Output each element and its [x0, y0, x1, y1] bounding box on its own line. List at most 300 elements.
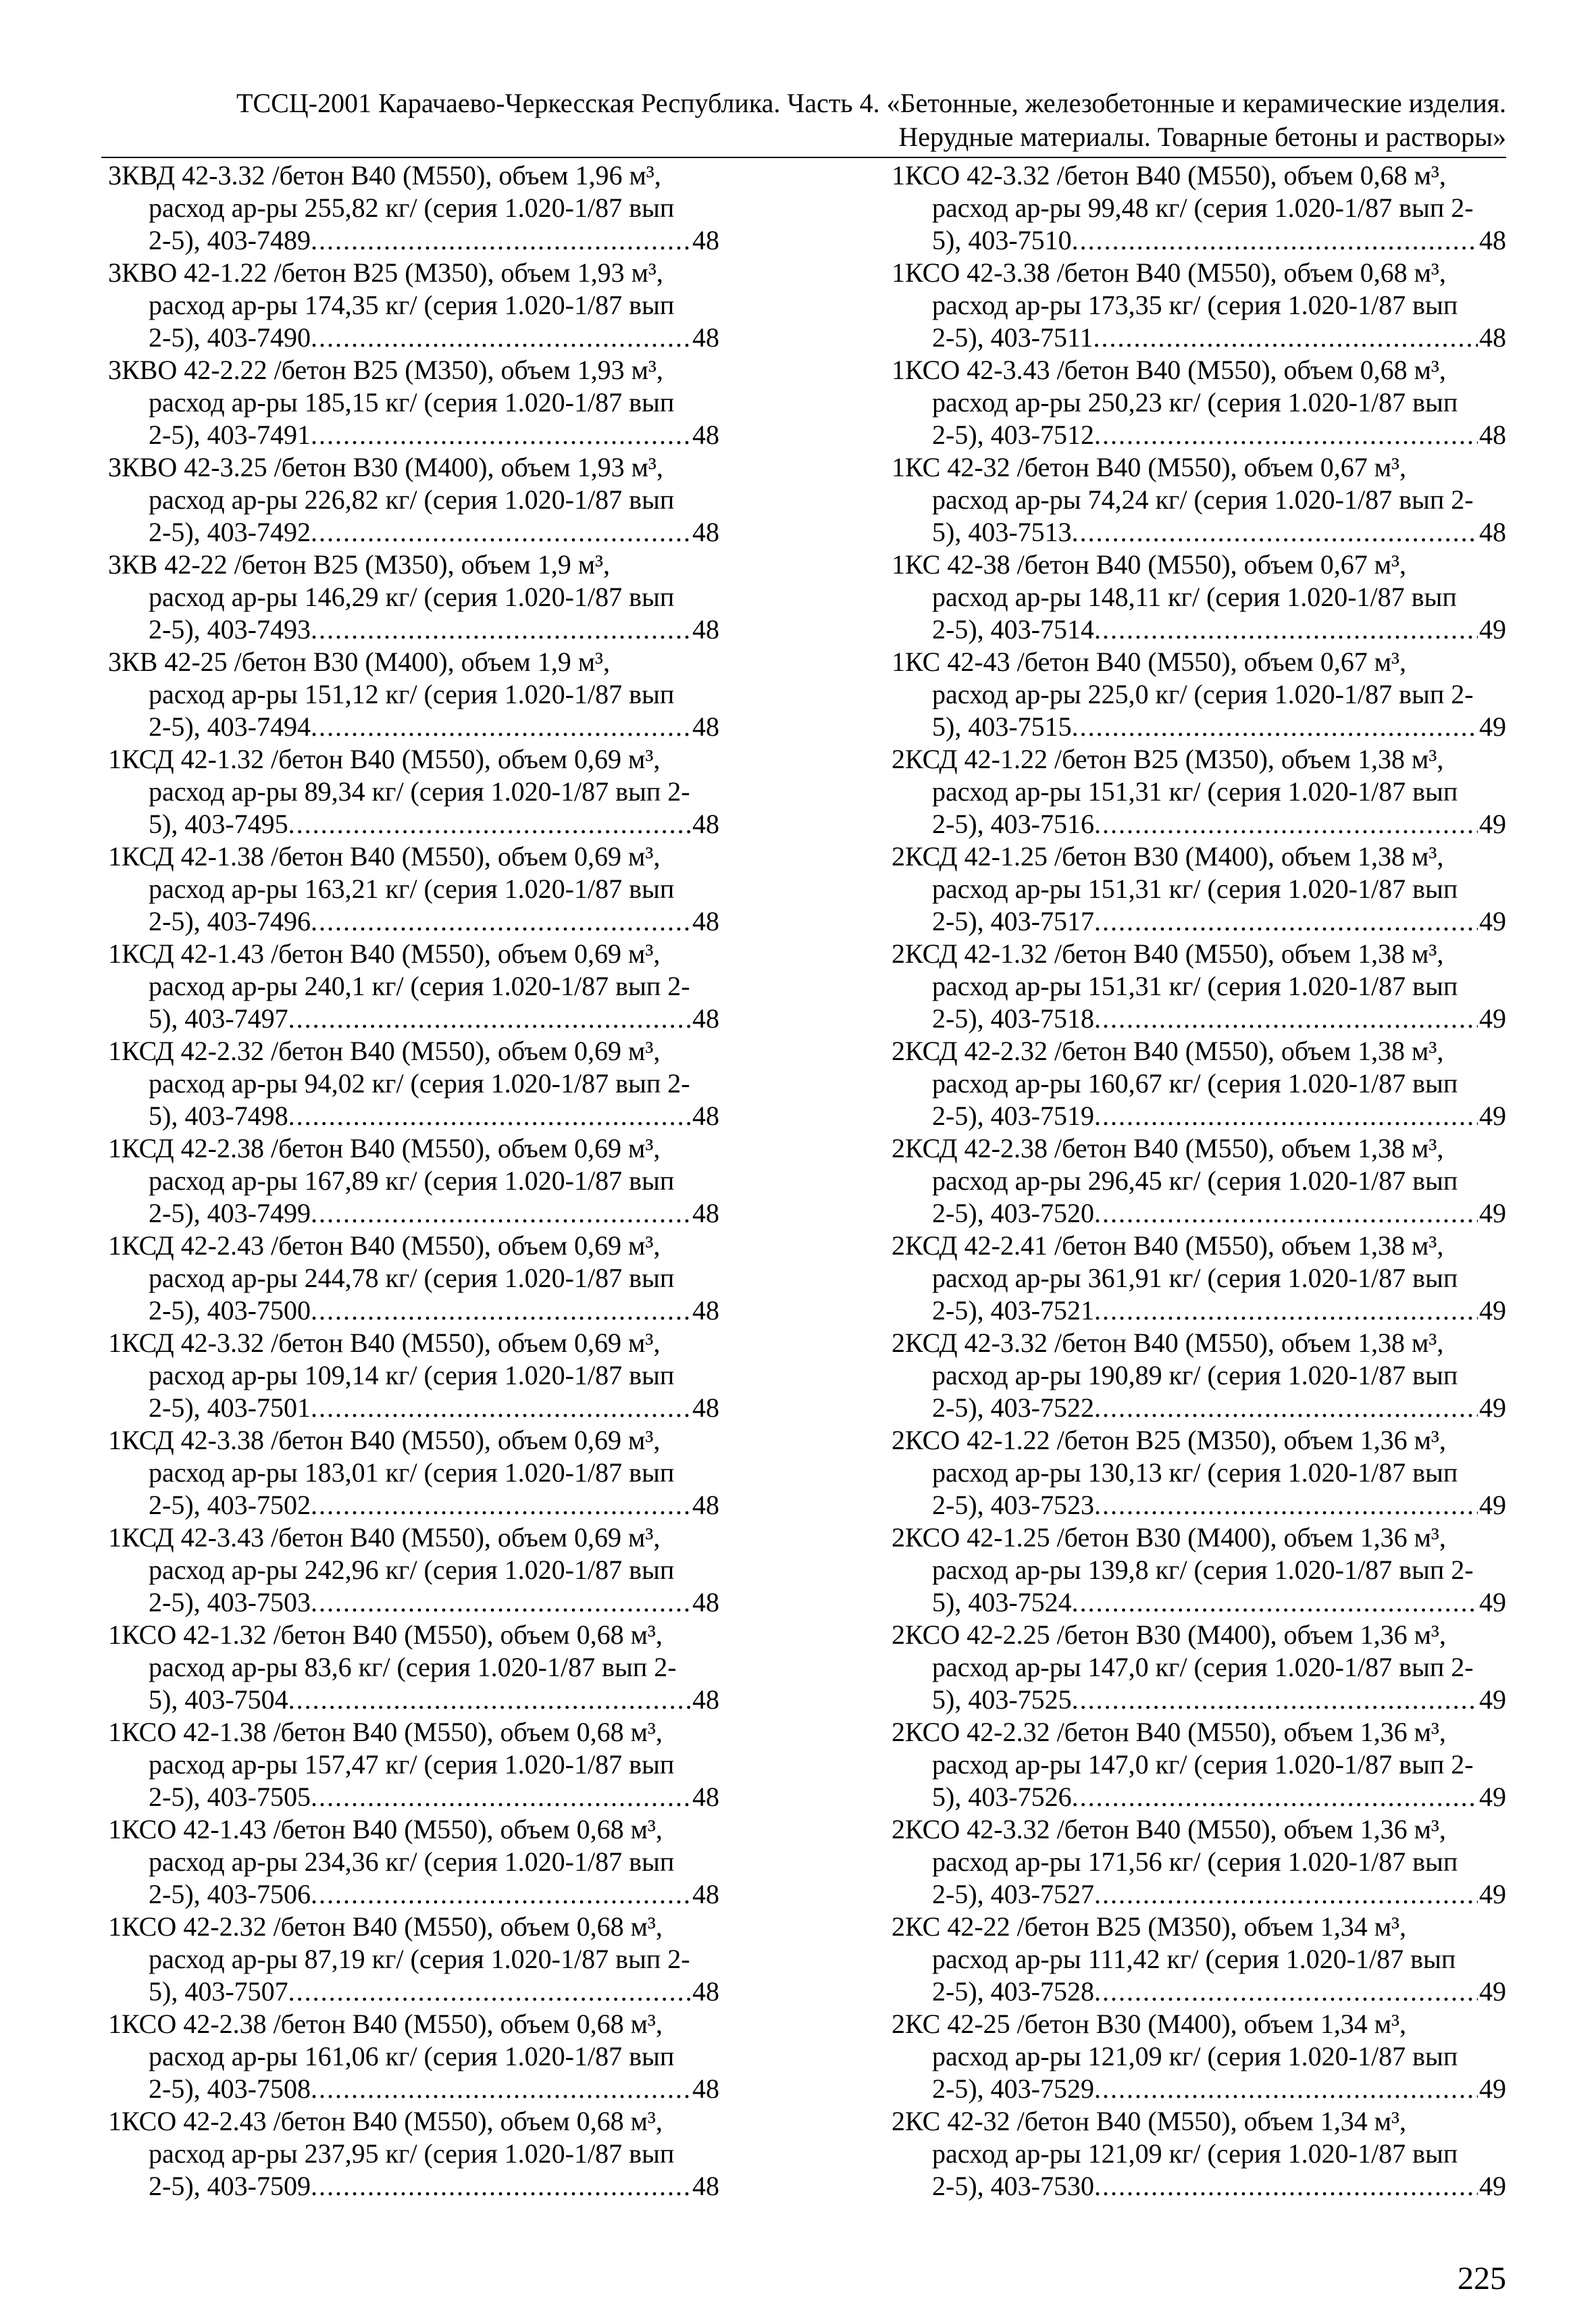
- entry-code: 2-5), 403-7514: [932, 614, 1094, 645]
- index-entry: [892, 2105, 1506, 2203]
- entry-title: 2КСО 42-3.32 /бетон В40 (М550), объем 1,36 м³,: [892, 1814, 1446, 1844]
- entry-code: 2-5), 403-7529: [932, 2073, 1094, 2104]
- entry-detail: расход ар-ры 87,19 кг/ (серия 1.020-1/87 вып 2-: [149, 1944, 690, 1974]
- entry-page-number: 48: [692, 1003, 719, 1034]
- index-entry: [892, 549, 1506, 646]
- entry-detail: расход ар-ры 244,78 кг/ (серия 1.020-1/87 вып: [149, 1263, 675, 1293]
- entry-title: 2КС 42-32 /бетон В40 (М550), объем 1,34 м³,: [892, 2106, 1407, 2136]
- entry-detail: расход ар-ры 237,95 кг/ (серия 1.020-1/87 вып: [149, 2138, 675, 2169]
- index-entry: [108, 646, 719, 743]
- dot-leader: [311, 1586, 691, 1619]
- entry-detail: расход ар-ры 111,42 кг/ (серия 1.020-1/87 вып: [932, 1944, 1456, 1974]
- entry-detail: расход ар-ры 173,35 кг/ (серия 1.020-1/87 вып: [932, 290, 1458, 320]
- entry-page-number: 48: [692, 225, 719, 255]
- dot-leader: [288, 1684, 691, 1716]
- index-entry: [108, 451, 719, 549]
- entry-page-number: 48: [692, 1198, 719, 1228]
- index-entry: [108, 1813, 719, 1911]
- entry-code: 2-5), 403-7528: [932, 1976, 1094, 2007]
- entry-reference-line: [892, 905, 1506, 938]
- entry-page-number: 49: [1479, 2171, 1506, 2201]
- entry-page-number: 48: [1479, 322, 1506, 353]
- entry-code: 5), 403-7524: [932, 1587, 1072, 1617]
- entry-page-number: 49: [1479, 906, 1506, 936]
- index-entry: [892, 1132, 1506, 1230]
- entry-detail: расход ар-ры 147,0 кг/ (серия 1.020-1/87 вып 2-: [932, 1749, 1474, 1780]
- entry-reference-line: [108, 711, 719, 743]
- entry-detail: расход ар-ры 163,21 кг/ (серия 1.020-1/87 вып: [149, 874, 675, 904]
- entry-reference-line: [892, 2073, 1506, 2105]
- index-entry: [108, 1619, 719, 1716]
- entry-title: 3КВО 42-3.25 /бетон В30 (М400), объем 1,93 м³,: [108, 452, 663, 482]
- entry-detail: расход ар-ры 185,15 кг/ (серия 1.020-1/87 вып: [149, 387, 675, 418]
- entry-title: 1КСД 42-1.43 /бетон В40 (М550), объем 0,69 м³,: [108, 938, 661, 969]
- entry-reference-line: [892, 1489, 1506, 1521]
- entry-reference-line: [108, 516, 719, 549]
- entry-reference-line: [108, 1197, 719, 1230]
- entry-title: 1КСО 42-1.38 /бетон В40 (М550), объем 0,68 м³,: [108, 1717, 663, 1747]
- index-entry: [892, 2008, 1506, 2105]
- entry-code: 2-5), 403-7500: [149, 1295, 311, 1326]
- index-entry: [892, 743, 1506, 840]
- index-entry: [892, 257, 1506, 354]
- entry-reference-line: [108, 322, 719, 354]
- entry-title: 1КСД 42-3.32 /бетон В40 (М550), объем 0,69 м³,: [108, 1328, 661, 1358]
- entry-code: 5), 403-7526: [932, 1782, 1072, 1812]
- entry-reference-line: [108, 1100, 719, 1132]
- index-entry: [108, 1716, 719, 1813]
- index-entry: [108, 1035, 719, 1132]
- entry-reference-line: [892, 1781, 1506, 1813]
- index-entry: [108, 159, 719, 257]
- entry-detail: расход ар-ры 226,82 кг/ (серия 1.020-1/87 вып: [149, 484, 675, 515]
- entry-detail: расход ар-ры 130,13 кг/ (серия 1.020-1/87 вып: [932, 1457, 1458, 1488]
- dot-leader: [1072, 1684, 1478, 1716]
- entry-page-number: 48: [692, 906, 719, 936]
- entry-detail: расход ар-ры 161,06 кг/ (серия 1.020-1/87 вып: [149, 2041, 675, 2071]
- index-entry: [108, 2105, 719, 2203]
- dot-leader: [1094, 419, 1478, 451]
- entry-reference-line: [892, 224, 1506, 257]
- dot-leader: [1094, 1100, 1478, 1132]
- entry-title: 1КС 42-38 /бетон В40 (М550), объем 0,67 м³,: [892, 549, 1407, 580]
- entry-title: 1КСО 42-2.32 /бетон В40 (М550), объем 0,68 м³,: [108, 1911, 663, 1942]
- index-entry: [108, 2008, 719, 2105]
- entry-detail: расход ар-ры 157,47 кг/ (серия 1.020-1/87 вып: [149, 1749, 675, 1780]
- entry-page-number: 49: [1479, 1587, 1506, 1617]
- entry-reference-line: [108, 1489, 719, 1521]
- entry-code: 5), 403-7513: [932, 517, 1072, 547]
- entry-code: 5), 403-7515: [932, 711, 1072, 742]
- entry-reference-line: [892, 1586, 1506, 1619]
- entry-code: 2-5), 403-7509: [149, 2171, 311, 2201]
- entry-page-number: 48: [692, 2171, 719, 2201]
- entry-detail: расход ар-ры 225,0 кг/ (серия 1.020-1/87 вып 2-: [932, 679, 1474, 709]
- entry-reference-line: [108, 1684, 719, 1716]
- index-entry: [892, 1716, 1506, 1813]
- entry-title: 1КС 42-43 /бетон В40 (М550), объем 0,67 м³,: [892, 647, 1407, 677]
- index-entry: [892, 646, 1506, 743]
- dot-leader: [311, 224, 691, 257]
- entry-title: 1КСО 42-3.43 /бетон В40 (М550), объем 0,68 м³,: [892, 355, 1446, 385]
- dot-leader: [311, 1781, 691, 1813]
- entry-title: 2КСО 42-2.32 /бетон В40 (М550), объем 1,36 м³,: [892, 1717, 1446, 1747]
- dot-leader: [311, 1878, 691, 1911]
- entry-code: 5), 403-7498: [149, 1101, 288, 1131]
- entry-code: 2-5), 403-7499: [149, 1198, 311, 1228]
- entry-page-number: 49: [1479, 1684, 1506, 1715]
- entry-code: 2-5), 403-7493: [149, 614, 311, 645]
- entry-detail: расход ар-ры 151,31 кг/ (серия 1.020-1/87 вып: [932, 874, 1458, 904]
- entry-page-number: 48: [692, 1392, 719, 1423]
- entry-code: 2-5), 403-7519: [932, 1101, 1094, 1131]
- entry-title: 2КСД 42-1.22 /бетон В25 (М350), объем 1,38 м³,: [892, 744, 1444, 774]
- entry-code: 2-5), 403-7503: [149, 1587, 311, 1617]
- entry-reference-line: [108, 1878, 719, 1911]
- index-entry: [892, 1327, 1506, 1424]
- entry-detail: расход ар-ры 234,36 кг/ (серия 1.020-1/87 вып: [149, 1846, 675, 1877]
- dot-leader: [1093, 322, 1478, 354]
- entry-page-number: 49: [1479, 1003, 1506, 1034]
- entry-title: 1КСД 42-1.32 /бетон В40 (М550), объем 0,69 м³,: [108, 744, 661, 774]
- dot-leader: [311, 905, 691, 938]
- entry-reference-line: [108, 224, 719, 257]
- entry-page-number: 49: [1479, 1101, 1506, 1131]
- dot-leader: [311, 711, 691, 743]
- dot-leader: [311, 1197, 691, 1230]
- entry-title: 2КСД 42-1.32 /бетон В40 (М550), объем 1,38 м³,: [892, 938, 1444, 969]
- entry-title: 1КСД 42-3.38 /бетон В40 (М550), объем 0,69 м³,: [108, 1425, 661, 1455]
- entry-detail: расход ар-ры 109,14 кг/ (серия 1.020-1/87 вып: [149, 1360, 675, 1390]
- entry-code: 5), 403-7504: [149, 1684, 288, 1715]
- entry-code: 2-5), 403-7530: [932, 2171, 1094, 2201]
- entry-title: 2КСО 42-1.22 /бетон В25 (М350), объем 1,36 м³,: [892, 1425, 1446, 1455]
- entry-code: 2-5), 403-7506: [149, 1879, 311, 1909]
- entry-detail: расход ар-ры 250,23 кг/ (серия 1.020-1/87 вып: [932, 387, 1458, 418]
- index-entry: [892, 159, 1506, 257]
- entry-title: 3КВО 42-1.22 /бетон В25 (М350), объем 1,93 м³,: [108, 257, 663, 288]
- dot-leader: [1094, 1003, 1478, 1035]
- index-entry: [892, 451, 1506, 549]
- left-column: [108, 159, 719, 2203]
- entry-title: 2КС 42-22 /бетон В25 (М350), объем 1,34 м³,: [892, 1911, 1407, 1942]
- entry-page-number: 49: [1479, 711, 1506, 742]
- entry-reference-line: [892, 1392, 1506, 1424]
- entry-detail: расход ар-ры 121,09 кг/ (серия 1.020-1/87 вып: [932, 2138, 1458, 2169]
- entry-detail: расход ар-ры 160,67 кг/ (серия 1.020-1/87 вып: [932, 1068, 1458, 1099]
- dot-leader: [311, 516, 691, 549]
- entry-page-number: 48: [692, 809, 719, 839]
- index-entry: [892, 1521, 1506, 1619]
- dot-leader: [1072, 711, 1478, 743]
- entry-page-number: 49: [1479, 1295, 1506, 1326]
- entry-code: 5), 403-7510: [932, 225, 1072, 255]
- index-entry: [108, 938, 719, 1035]
- dot-leader: [1094, 2170, 1478, 2203]
- entry-title: 2КСО 42-1.25 /бетон В30 (М400), объем 1,36 м³,: [892, 1522, 1446, 1553]
- dot-leader: [1094, 1294, 1478, 1327]
- entry-reference-line: [892, 1197, 1506, 1230]
- entry-page-number: 49: [1479, 1490, 1506, 1520]
- entry-page-number: 49: [1479, 1879, 1506, 1909]
- entry-page-number: 48: [1479, 420, 1506, 450]
- dot-leader: [288, 1100, 691, 1132]
- entry-title: 2КС 42-25 /бетон В30 (М400), объем 1,34 м³,: [892, 2009, 1407, 2039]
- entry-code: 5), 403-7507: [149, 1976, 288, 2007]
- entry-page-number: 49: [1479, 1198, 1506, 1228]
- entry-code: 2-5), 403-7502: [149, 1490, 311, 1520]
- entry-page-number: 49: [1479, 2073, 1506, 2104]
- entry-reference-line: [108, 1586, 719, 1619]
- entry-reference-line: [108, 1781, 719, 1813]
- entry-reference-line: [108, 1976, 719, 2008]
- dot-leader: [311, 1489, 691, 1521]
- index-entry: [108, 1327, 719, 1424]
- entry-code: 2-5), 403-7520: [932, 1198, 1094, 1228]
- entry-title: 1КСД 42-2.38 /бетон В40 (М550), объем 0,69 м³,: [108, 1133, 661, 1163]
- entry-detail: расход ар-ры 240,1 кг/ (серия 1.020-1/87 вып 2-: [149, 971, 690, 1001]
- entry-page-number: 48: [692, 1490, 719, 1520]
- entry-page-number: 48: [1479, 517, 1506, 547]
- entry-reference-line: [108, 905, 719, 938]
- dot-leader: [288, 1003, 691, 1035]
- entry-detail: расход ар-ры 361,91 кг/ (серия 1.020-1/87 вып: [932, 1263, 1458, 1293]
- entry-code: 2-5), 403-7512: [932, 420, 1094, 450]
- entry-code: 2-5), 403-7522: [932, 1392, 1094, 1423]
- entry-title: 1КС 42-32 /бетон В40 (М550), объем 0,67 м³,: [892, 452, 1407, 482]
- index-entry: [892, 1035, 1506, 1132]
- entry-title: 3КВО 42-2.22 /бетон В25 (М350), объем 1,93 м³,: [108, 355, 663, 385]
- entry-reference-line: [892, 711, 1506, 743]
- dot-leader: [311, 419, 691, 451]
- entry-title: 1КСД 42-2.43 /бетон В40 (М550), объем 0,69 м³,: [108, 1230, 661, 1261]
- entry-reference-line: [892, 322, 1506, 354]
- entry-reference-line: [108, 419, 719, 451]
- entry-page-number: 48: [692, 322, 719, 353]
- dot-leader: [1072, 224, 1478, 257]
- entry-detail: расход ар-ры 190,89 кг/ (серия 1.020-1/87 вып: [932, 1360, 1458, 1390]
- entry-code: 2-5), 403-7505: [149, 1782, 311, 1812]
- entry-reference-line: [892, 419, 1506, 451]
- dot-leader: [311, 2170, 691, 2203]
- dot-leader: [1094, 1197, 1478, 1230]
- entry-title: 3КВ 42-25 /бетон В30 (М400), объем 1,9 м³,: [108, 647, 611, 677]
- index-entry: [108, 1132, 719, 1230]
- entry-page-number: 48: [692, 614, 719, 645]
- entry-page-number: 49: [1479, 1976, 1506, 2007]
- entry-title: 2КСД 42-2.38 /бетон В40 (М550), объем 1,38 м³,: [892, 1133, 1444, 1163]
- entry-code: 2-5), 403-7527: [932, 1879, 1094, 1909]
- entry-detail: расход ар-ры 183,01 кг/ (серия 1.020-1/87 вып: [149, 1457, 675, 1488]
- dot-leader: [1094, 1489, 1478, 1521]
- dot-leader: [311, 1392, 691, 1424]
- entry-page-number: 48: [692, 711, 719, 742]
- index-entry: [892, 1911, 1506, 2008]
- entry-code: 2-5), 403-7489: [149, 225, 311, 255]
- entry-title: 2КСД 42-2.41 /бетон В40 (М550), объем 1,38 м³,: [892, 1230, 1444, 1261]
- entry-title: 1КСД 42-1.38 /бетон В40 (М550), объем 0,69 м³,: [108, 841, 661, 872]
- dot-leader: [1094, 1976, 1478, 2008]
- entry-title: 2КСД 42-3.32 /бетон В40 (М550), объем 1,38 м³,: [892, 1328, 1444, 1358]
- entry-reference-line: [892, 1003, 1506, 1035]
- right-column: [892, 159, 1506, 2203]
- entry-detail: расход ар-ры 151,31 кг/ (серия 1.020-1/87 вып: [932, 776, 1458, 807]
- entry-reference-line: [892, 1684, 1506, 1716]
- dot-leader: [288, 808, 691, 840]
- entry-code: 5), 403-7525: [932, 1684, 1072, 1715]
- entry-code: 2-5), 403-7494: [149, 711, 311, 742]
- header-line-1: ТССЦ-2001 Карачаево-Черкесская Республика. Часть 4. «Бетонные, железобетонные и керамические изделия.: [236, 88, 1506, 118]
- dot-leader: [311, 2073, 691, 2105]
- entry-detail: расход ар-ры 83,6 кг/ (серия 1.020-1/87 вып 2-: [149, 1652, 677, 1682]
- index-entry: [108, 1521, 719, 1619]
- entry-detail: расход ар-ры 148,11 кг/ (серия 1.020-1/87 вып: [932, 582, 1457, 612]
- entry-reference-line: [108, 2170, 719, 2203]
- entry-page-number: 48: [692, 420, 719, 450]
- entry-page-number: 48: [692, 1587, 719, 1617]
- entry-detail: расход ар-ры 74,24 кг/ (серия 1.020-1/87 вып 2-: [932, 484, 1474, 515]
- entry-code: 2-5), 403-7517: [932, 906, 1094, 936]
- dot-leader: [311, 322, 691, 354]
- entry-detail: расход ар-ры 171,56 кг/ (серия 1.020-1/87 вып: [932, 1846, 1458, 1877]
- entry-page-number: 49: [1479, 1392, 1506, 1423]
- entry-code: 2-5), 403-7496: [149, 906, 311, 936]
- index-entry: [892, 938, 1506, 1035]
- index-entry: [892, 1619, 1506, 1716]
- dot-leader: [311, 613, 691, 646]
- entry-title: 2КСД 42-1.25 /бетон В30 (М400), объем 1,38 м³,: [892, 841, 1444, 872]
- entry-reference-line: [108, 1294, 719, 1327]
- entry-reference-line: [108, 2073, 719, 2105]
- index-entry: [892, 1813, 1506, 1911]
- entry-reference-line: [892, 1294, 1506, 1327]
- entry-code: 2-5), 403-7501: [149, 1392, 311, 1423]
- index-entry: [108, 354, 719, 451]
- entry-detail: расход ар-ры 147,0 кг/ (серия 1.020-1/87 вып 2-: [932, 1652, 1474, 1682]
- entry-title: 1КСО 42-2.43 /бетон В40 (М550), объем 0,68 м³,: [108, 2106, 663, 2136]
- index-entry: [892, 1424, 1506, 1521]
- entry-reference-line: [892, 1100, 1506, 1132]
- index-entry: [108, 1911, 719, 2008]
- entry-reference-line: [892, 1976, 1506, 2008]
- entry-code: 2-5), 403-7508: [149, 2073, 311, 2104]
- entry-page-number: 48: [692, 1976, 719, 2007]
- entry-title: 1КСО 42-3.38 /бетон В40 (М550), объем 0,68 м³,: [892, 257, 1446, 288]
- entry-title: 3КВД 42-3.32 /бетон В40 (М550), объем 1,96 м³,: [108, 160, 661, 191]
- entry-title: 1КСО 42-3.32 /бетон В40 (М550), объем 0,68 м³,: [892, 160, 1446, 191]
- entry-detail: расход ар-ры 99,48 кг/ (серия 1.020-1/87 вып 2-: [932, 193, 1474, 223]
- entry-page-number: 48: [692, 1782, 719, 1812]
- entry-reference-line: [892, 808, 1506, 840]
- entry-page-number: 49: [1479, 1782, 1506, 1812]
- dot-leader: [1094, 808, 1478, 840]
- entry-page-number: 48: [692, 1879, 719, 1909]
- entry-title: 1КСД 42-2.32 /бетон В40 (М550), объем 0,69 м³,: [108, 1036, 661, 1066]
- entry-code: 2-5), 403-7490: [149, 322, 311, 353]
- entry-page-number: 48: [1479, 225, 1506, 255]
- dot-leader: [1094, 613, 1478, 646]
- entry-detail: расход ар-ры 89,34 кг/ (серия 1.020-1/87 вып 2-: [149, 776, 690, 807]
- dot-leader: [1072, 1781, 1478, 1813]
- entry-detail: расход ар-ры 296,45 кг/ (серия 1.020-1/87 вып: [932, 1165, 1458, 1196]
- entry-reference-line: [108, 1392, 719, 1424]
- index-entry: [108, 1230, 719, 1327]
- dot-leader: [1094, 1878, 1478, 1911]
- index-entry: [108, 840, 719, 938]
- index-entry: [892, 354, 1506, 451]
- entry-detail: расход ар-ры 146,29 кг/ (серия 1.020-1/87 вып: [149, 582, 675, 612]
- entry-title: 2КСД 42-2.32 /бетон В40 (М550), объем 1,38 м³,: [892, 1036, 1444, 1066]
- index-entry: [108, 257, 719, 354]
- entry-reference-line: [108, 1003, 719, 1035]
- entry-page-number: 48: [692, 517, 719, 547]
- entry-detail: расход ар-ры 94,02 кг/ (серия 1.020-1/87 вып 2-: [149, 1068, 690, 1099]
- entry-reference-line: [892, 516, 1506, 549]
- entry-reference-line: [892, 2170, 1506, 2203]
- entry-code: 2-5), 403-7491: [149, 420, 311, 450]
- page-number: 225: [1458, 2261, 1506, 2296]
- entry-title: 1КСО 42-2.38 /бетон В40 (М550), объем 0,68 м³,: [108, 2009, 663, 2039]
- entry-detail: расход ар-ры 255,82 кг/ (серия 1.020-1/87 вып: [149, 193, 675, 223]
- entry-page-number: 48: [692, 1101, 719, 1131]
- entry-reference-line: [108, 808, 719, 840]
- entry-page-number: 48: [692, 2073, 719, 2104]
- entry-detail: расход ар-ры 151,31 кг/ (серия 1.020-1/87 вып: [932, 971, 1458, 1001]
- dot-leader: [1072, 1586, 1478, 1619]
- entry-code: 2-5), 403-7516: [932, 809, 1094, 839]
- entry-code: 2-5), 403-7492: [149, 517, 311, 547]
- entry-reference-line: [892, 1878, 1506, 1911]
- entry-page-number: 48: [692, 1295, 719, 1326]
- dot-leader: [288, 1976, 691, 2008]
- entry-code: 2-5), 403-7511: [932, 322, 1093, 353]
- entry-reference-line: [892, 613, 1506, 646]
- dot-leader: [1094, 905, 1478, 938]
- entry-detail: расход ар-ры 121,09 кг/ (серия 1.020-1/87 вып: [932, 2041, 1458, 2071]
- entry-detail: расход ар-ры 151,12 кг/ (серия 1.020-1/87 вып: [149, 679, 675, 709]
- dot-leader: [1094, 1392, 1478, 1424]
- entry-code: 2-5), 403-7523: [932, 1490, 1094, 1520]
- entry-title: 1КСО 42-1.43 /бетон В40 (М550), объем 0,68 м³,: [108, 1814, 663, 1844]
- index-entry: [108, 549, 719, 646]
- header-rule: [101, 157, 1506, 158]
- dot-leader: [1094, 2073, 1478, 2105]
- entry-code: 5), 403-7495: [149, 809, 288, 839]
- entry-detail: расход ар-ры 174,35 кг/ (серия 1.020-1/87 вып: [149, 290, 675, 320]
- entry-page-number: 48: [692, 1684, 719, 1715]
- entry-title: 1КСО 42-1.32 /бетон В40 (М550), объем 0,68 м³,: [108, 1619, 663, 1650]
- dot-leader: [1072, 516, 1478, 549]
- header-line-2: Нерудные материалы. Товарные бетоны и растворы»: [898, 122, 1506, 152]
- index-entry: [892, 1230, 1506, 1327]
- entry-title: 3КВ 42-22 /бетон В25 (М350), объем 1,9 м³,: [108, 549, 611, 580]
- entry-detail: расход ар-ры 139,8 кг/ (серия 1.020-1/87 вып 2-: [932, 1555, 1474, 1585]
- entry-title: 2КСО 42-2.25 /бетон В30 (М400), объем 1,36 м³,: [892, 1619, 1446, 1650]
- dot-leader: [311, 1294, 691, 1327]
- index-entry: [108, 1424, 719, 1521]
- index-entry: [892, 840, 1506, 938]
- entry-code: 2-5), 403-7518: [932, 1003, 1094, 1034]
- entry-code: 5), 403-7497: [149, 1003, 288, 1034]
- entry-code: 2-5), 403-7521: [932, 1295, 1094, 1326]
- entry-page-number: 49: [1479, 809, 1506, 839]
- entry-reference-line: [108, 613, 719, 646]
- entry-detail: расход ар-ры 167,89 кг/ (серия 1.020-1/87 вып: [149, 1165, 675, 1196]
- entry-detail: расход ар-ры 242,96 кг/ (серия 1.020-1/87 вып: [149, 1555, 675, 1585]
- index-entry: [108, 743, 719, 840]
- entry-title: 1КСД 42-3.43 /бетон В40 (М550), объем 0,69 м³,: [108, 1522, 661, 1553]
- entry-page-number: 49: [1479, 614, 1506, 645]
